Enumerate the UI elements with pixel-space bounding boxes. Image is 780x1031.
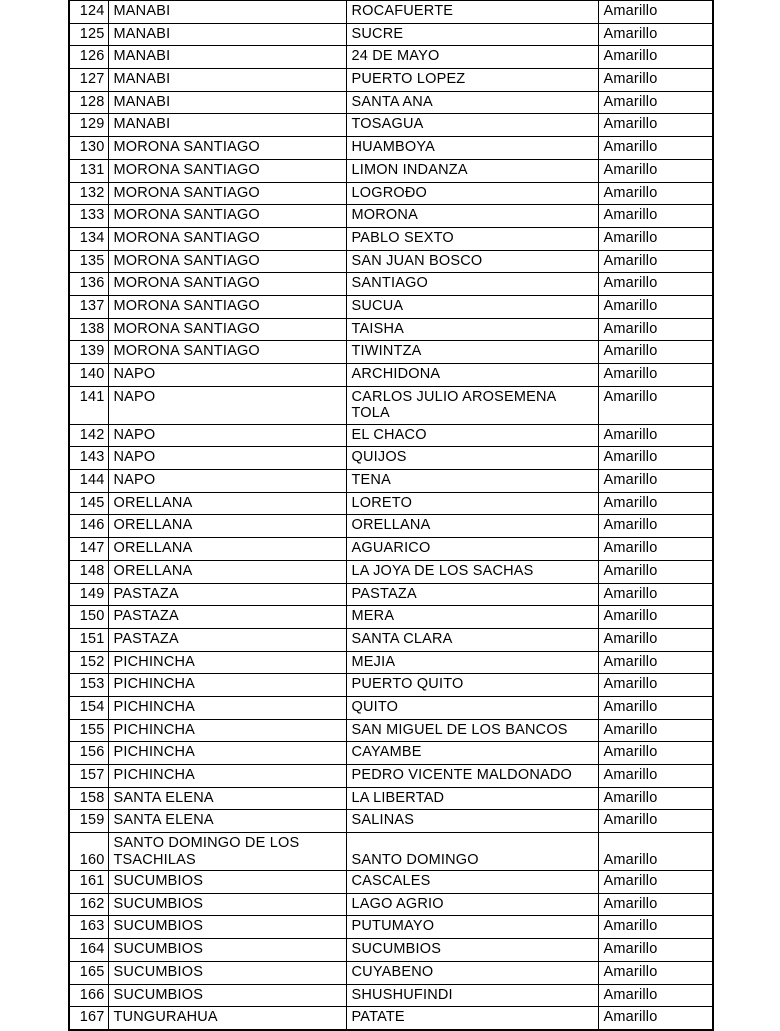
provincia-cell: NAPO: [108, 364, 346, 387]
color-cell: Amarillo: [598, 810, 713, 833]
row-number-cell: 133: [69, 205, 108, 228]
provincia-cell: TUNGURAHUA: [108, 1007, 346, 1030]
provincia-cell: ORELLANA: [108, 492, 346, 515]
provincia-cell: MORONA SANTIAGO: [108, 137, 346, 160]
canton-cell: SAN JUAN BOSCO: [346, 250, 598, 273]
canton-cell: 24 DE MAYO: [346, 46, 598, 69]
table-row: [69, 515, 713, 538]
row-number-cell: 156: [69, 742, 108, 765]
provincia-cell: SANTA ELENA: [108, 810, 346, 833]
provincia-cell: PASTAZA: [108, 628, 346, 651]
table-row: [69, 295, 713, 318]
color-cell: Amarillo: [598, 273, 713, 296]
row-number-cell: 158: [69, 787, 108, 810]
table-row: [69, 447, 713, 470]
table-row: [69, 893, 713, 916]
provincia-cell: SUCUMBIOS: [108, 916, 346, 939]
canton-cell: MORONA: [346, 205, 598, 228]
table-row: [69, 719, 713, 742]
canton-cell: LAGO AGRIO: [346, 893, 598, 916]
provincia-cell: MORONA SANTIAGO: [108, 250, 346, 273]
provincia-cell: MORONA SANTIAGO: [108, 295, 346, 318]
provincia-cell: SANTO DOMINGO DE LOS TSACHILAS: [108, 833, 346, 871]
row-number-cell: 165: [69, 961, 108, 984]
row-number-cell: 160: [69, 833, 108, 871]
color-cell: Amarillo: [598, 1007, 713, 1030]
row-number-cell: 137: [69, 295, 108, 318]
color-cell: Amarillo: [598, 538, 713, 561]
canton-cell: SHUSHUFINDI: [346, 984, 598, 1007]
table-row: [69, 69, 713, 92]
table-row: [69, 250, 713, 273]
row-number-cell: 141: [69, 386, 108, 424]
table-row: [69, 538, 713, 561]
canton-cell: PASTAZA: [346, 583, 598, 606]
provincia-cell: MORONA SANTIAGO: [108, 318, 346, 341]
color-cell: Amarillo: [598, 628, 713, 651]
canton-cell: PEDRO VICENTE MALDONADO: [346, 765, 598, 788]
table-row: [69, 23, 713, 46]
provincia-cell: PICHINCHA: [108, 719, 346, 742]
canton-cell: CUYABENO: [346, 961, 598, 984]
row-number-cell: 162: [69, 893, 108, 916]
table-row: [69, 114, 713, 137]
row-number-cell: 161: [69, 871, 108, 894]
color-cell: Amarillo: [598, 833, 713, 871]
provincia-cell: ORELLANA: [108, 538, 346, 561]
color-cell: Amarillo: [598, 961, 713, 984]
canton-cell: EL CHACO: [346, 424, 598, 447]
row-number-cell: 159: [69, 810, 108, 833]
table-row: [69, 341, 713, 364]
color-cell: Amarillo: [598, 341, 713, 364]
row-number-cell: 129: [69, 114, 108, 137]
provincia-cell: PICHINCHA: [108, 765, 346, 788]
row-number-cell: 132: [69, 182, 108, 205]
table-row: [69, 787, 713, 810]
table-row: [69, 651, 713, 674]
provincia-cell: MORONA SANTIAGO: [108, 205, 346, 228]
row-number-cell: 164: [69, 939, 108, 962]
canton-cell: HUAMBOYA: [346, 137, 598, 160]
canton-cell: ARCHIDONA: [346, 364, 598, 387]
color-cell: Amarillo: [598, 696, 713, 719]
color-cell: Amarillo: [598, 719, 713, 742]
provincia-cell: SUCUMBIOS: [108, 939, 346, 962]
row-number-cell: 134: [69, 227, 108, 250]
canton-cell: SALINAS: [346, 810, 598, 833]
color-cell: Amarillo: [598, 114, 713, 137]
row-number-cell: 127: [69, 69, 108, 92]
table-row: [69, 833, 713, 871]
table-row: [69, 765, 713, 788]
canton-cell: PUERTO QUITO: [346, 674, 598, 697]
provincia-cell: SUCUMBIOS: [108, 893, 346, 916]
provincia-cell: MANABI: [108, 114, 346, 137]
row-number-cell: 139: [69, 341, 108, 364]
canton-cell: LA LIBERTAD: [346, 787, 598, 810]
canton-cell: CARLOS JULIO AROSEMENA TOLA: [346, 386, 598, 424]
provincia-cell: MANABI: [108, 69, 346, 92]
row-number-cell: 124: [69, 1, 108, 24]
provincia-cell: SUCUMBIOS: [108, 984, 346, 1007]
provincia-cell: PICHINCHA: [108, 674, 346, 697]
color-cell: Amarillo: [598, 560, 713, 583]
row-number-cell: 136: [69, 273, 108, 296]
provincia-cell: PICHINCHA: [108, 696, 346, 719]
canton-cell: PABLO SEXTO: [346, 227, 598, 250]
table-row: [69, 364, 713, 387]
color-cell: Amarillo: [598, 583, 713, 606]
canton-cell: TAISHA: [346, 318, 598, 341]
canton-cell: PUTUMAYO: [346, 916, 598, 939]
color-cell: Amarillo: [598, 227, 713, 250]
row-number-cell: 126: [69, 46, 108, 69]
canton-cell: QUIJOS: [346, 447, 598, 470]
provincia-cell: SUCUMBIOS: [108, 961, 346, 984]
row-number-cell: 155: [69, 719, 108, 742]
table-row: [69, 606, 713, 629]
color-cell: Amarillo: [598, 1, 713, 24]
provincia-cell: MANABI: [108, 1, 346, 24]
provincia-cell: ORELLANA: [108, 560, 346, 583]
color-cell: Amarillo: [598, 205, 713, 228]
table-row: [69, 696, 713, 719]
table-row: [69, 1007, 713, 1030]
color-cell: Amarillo: [598, 447, 713, 470]
table-body: [69, 1, 713, 1030]
canton-cell: SUCUA: [346, 295, 598, 318]
color-cell: Amarillo: [598, 651, 713, 674]
color-cell: Amarillo: [598, 182, 713, 205]
provincia-cell: PICHINCHA: [108, 651, 346, 674]
row-number-cell: 140: [69, 364, 108, 387]
color-cell: Amarillo: [598, 386, 713, 424]
row-number-cell: 125: [69, 23, 108, 46]
row-number-cell: 145: [69, 492, 108, 515]
color-cell: Amarillo: [598, 893, 713, 916]
color-cell: Amarillo: [598, 295, 713, 318]
table-row: [69, 492, 713, 515]
canton-table: [68, 0, 714, 1031]
canton-cell: CASCALES: [346, 871, 598, 894]
canton-cell: ORELLANA: [346, 515, 598, 538]
color-cell: Amarillo: [598, 742, 713, 765]
canton-cell: MERA: [346, 606, 598, 629]
table-row: [69, 227, 713, 250]
color-cell: Amarillo: [598, 470, 713, 493]
table-row: [69, 939, 713, 962]
canton-cell: MEJIA: [346, 651, 598, 674]
canton-cell: LORETO: [346, 492, 598, 515]
table-row: [69, 742, 713, 765]
color-cell: Amarillo: [598, 23, 713, 46]
provincia-cell: NAPO: [108, 447, 346, 470]
table-row: [69, 318, 713, 341]
provincia-cell: MORONA SANTIAGO: [108, 273, 346, 296]
canton-cell: TOSAGUA: [346, 114, 598, 137]
row-number-cell: 151: [69, 628, 108, 651]
color-cell: Amarillo: [598, 137, 713, 160]
canton-cell: SUCUMBIOS: [346, 939, 598, 962]
table-row: [69, 386, 713, 424]
color-cell: Amarillo: [598, 765, 713, 788]
provincia-cell: NAPO: [108, 424, 346, 447]
canton-cell: LA JOYA DE LOS SACHAS: [346, 560, 598, 583]
row-number-cell: 131: [69, 159, 108, 182]
color-cell: Amarillo: [598, 871, 713, 894]
color-cell: Amarillo: [598, 939, 713, 962]
canton-cell: ROCAFUERTE: [346, 1, 598, 24]
row-number-cell: 152: [69, 651, 108, 674]
row-number-cell: 166: [69, 984, 108, 1007]
provincia-cell: PASTAZA: [108, 606, 346, 629]
row-number-cell: 163: [69, 916, 108, 939]
table-row: [69, 560, 713, 583]
provincia-cell: SUCUMBIOS: [108, 871, 346, 894]
color-cell: Amarillo: [598, 46, 713, 69]
provincia-cell: NAPO: [108, 386, 346, 424]
canton-cell: AGUARICO: [346, 538, 598, 561]
row-number-cell: 143: [69, 447, 108, 470]
table-row: [69, 159, 713, 182]
canton-cell: QUITO: [346, 696, 598, 719]
color-cell: Amarillo: [598, 674, 713, 697]
table-row: [69, 810, 713, 833]
canton-cell: SANTA ANA: [346, 91, 598, 114]
table-row: [69, 871, 713, 894]
table-row: [69, 91, 713, 114]
color-cell: Amarillo: [598, 424, 713, 447]
row-number-cell: 148: [69, 560, 108, 583]
color-cell: Amarillo: [598, 916, 713, 939]
row-number-cell: 167: [69, 1007, 108, 1030]
provincia-cell: MANABI: [108, 23, 346, 46]
color-cell: Amarillo: [598, 250, 713, 273]
color-cell: Amarillo: [598, 606, 713, 629]
canton-cell: PUERTO LOPEZ: [346, 69, 598, 92]
color-cell: Amarillo: [598, 984, 713, 1007]
table-row: [69, 984, 713, 1007]
row-number-cell: 157: [69, 765, 108, 788]
table-row: [69, 182, 713, 205]
table-row: [69, 46, 713, 69]
provincia-cell: NAPO: [108, 470, 346, 493]
document-page: [68, 0, 714, 1031]
color-cell: Amarillo: [598, 318, 713, 341]
row-number-cell: 138: [69, 318, 108, 341]
color-cell: Amarillo: [598, 492, 713, 515]
provincia-cell: PICHINCHA: [108, 742, 346, 765]
row-number-cell: 154: [69, 696, 108, 719]
provincia-cell: MORONA SANTIAGO: [108, 341, 346, 364]
canton-cell: SAN MIGUEL DE LOS BANCOS: [346, 719, 598, 742]
table-row: [69, 424, 713, 447]
table-row: [69, 916, 713, 939]
canton-cell: SANTO DOMINGO: [346, 833, 598, 871]
row-number-cell: 149: [69, 583, 108, 606]
canton-cell: TIWINTZA: [346, 341, 598, 364]
table-row: [69, 205, 713, 228]
row-number-cell: 144: [69, 470, 108, 493]
provincia-cell: MORONA SANTIAGO: [108, 182, 346, 205]
provincia-cell: MANABI: [108, 91, 346, 114]
table-row: [69, 470, 713, 493]
table-row: [69, 1, 713, 24]
canton-cell: LOGROĐO: [346, 182, 598, 205]
row-number-cell: 147: [69, 538, 108, 561]
color-cell: Amarillo: [598, 787, 713, 810]
provincia-cell: PASTAZA: [108, 583, 346, 606]
canton-cell: SANTA CLARA: [346, 628, 598, 651]
provincia-cell: MORONA SANTIAGO: [108, 159, 346, 182]
table-row: [69, 137, 713, 160]
provincia-cell: ORELLANA: [108, 515, 346, 538]
table-row: [69, 628, 713, 651]
canton-cell: SUCRE: [346, 23, 598, 46]
color-cell: Amarillo: [598, 364, 713, 387]
table-row: [69, 583, 713, 606]
canton-cell: PATATE: [346, 1007, 598, 1030]
color-cell: Amarillo: [598, 515, 713, 538]
table-row: [69, 961, 713, 984]
row-number-cell: 130: [69, 137, 108, 160]
canton-cell: TENA: [346, 470, 598, 493]
color-cell: Amarillo: [598, 159, 713, 182]
canton-cell: LIMON INDANZA: [346, 159, 598, 182]
provincia-cell: MANABI: [108, 46, 346, 69]
canton-cell: CAYAMBE: [346, 742, 598, 765]
row-number-cell: 153: [69, 674, 108, 697]
row-number-cell: 146: [69, 515, 108, 538]
provincia-cell: MORONA SANTIAGO: [108, 227, 346, 250]
color-cell: Amarillo: [598, 69, 713, 92]
table-row: [69, 273, 713, 296]
row-number-cell: 135: [69, 250, 108, 273]
row-number-cell: 142: [69, 424, 108, 447]
row-number-cell: 128: [69, 91, 108, 114]
canton-cell: SANTIAGO: [346, 273, 598, 296]
row-number-cell: 150: [69, 606, 108, 629]
table-row: [69, 674, 713, 697]
provincia-cell: SANTA ELENA: [108, 787, 346, 810]
color-cell: Amarillo: [598, 91, 713, 114]
